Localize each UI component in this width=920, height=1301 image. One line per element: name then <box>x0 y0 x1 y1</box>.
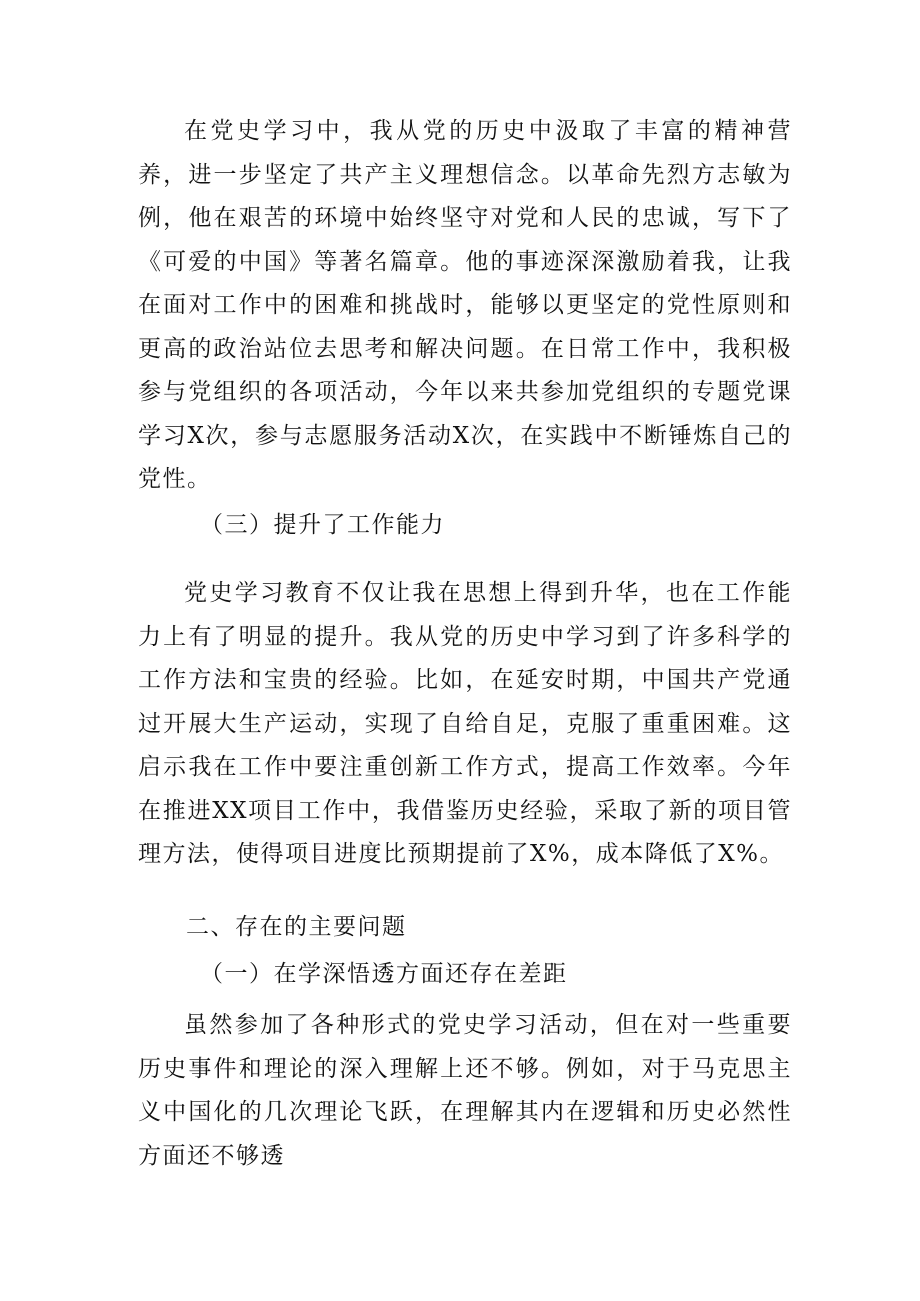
subheading-learning-gap: （一）在学深悟透方面还存在差距 <box>200 961 568 987</box>
section-heading-main-problems: 二、存在的主要问题 <box>186 914 407 940</box>
paragraph-work-ability: 党史学习教育不仅让我在思想上得到升华，也在工作能力上有了明显的提升。我从党的历史中学习到了许多科学的工作方法和宝贵的经验。比如，在延安时期，中国共产党通过开展大生产运动，实现了自给自足，克服了重重困难。这启示我在工作中要注重创新工作方式，提高工作效率。今年在推进XX项目工作中，我借鉴历史经验，采取了新的项目管理方法，使得项目进度比预期提前了X%，成本降低了X%。 <box>138 580 792 867</box>
paragraph-learning-gap: 虽然参加了各种形式的党史学习活动，但在对一些重要历史事件和理论的深入理解上还不够。例如，对于马克思主义中国化的几次理论飞跃，在理解其内在逻辑和历史必然性方面还不够透 <box>138 1012 792 1169</box>
heading-improved-work-ability: （三）提升了工作能力 <box>200 512 445 538</box>
paragraph-party-history-study: 在党史学习中，我从党的历史中汲取了丰富的精神营养，进一步坚定了共产主义理想信念。以革命先烈方志敏为例，他在艰苦的环境中始终坚守对党和人民的忠诚，写下了《可爱的中国》等著名篇章。他的事迹深深激励着我，让我在面对工作中的困难和挑战时，能够以更坚定的党性原则和更高的政治站位去思考和解决问题。在日常工作中，我积极参与党组织的各项活动，今年以来共参加党组织的专题党课学习X次，参与志愿服务活动X次，在实践中不断锤炼自己的党性。 <box>138 118 792 492</box>
